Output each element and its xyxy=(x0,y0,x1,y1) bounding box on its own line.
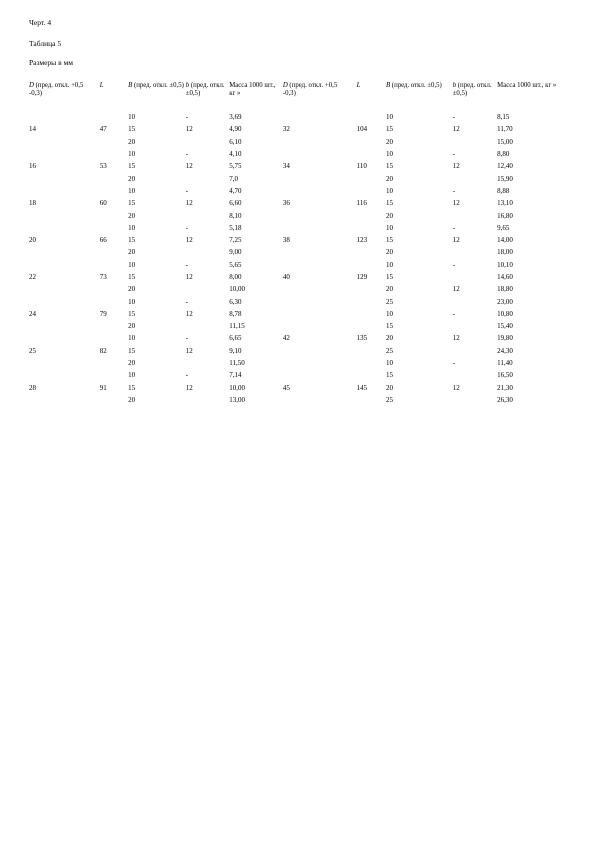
cell-l: 53 xyxy=(99,162,107,171)
cell-l xyxy=(99,172,127,184)
cell-b-width: 10 xyxy=(128,334,136,343)
cell-d-2 xyxy=(282,283,356,295)
table-row xyxy=(28,283,563,295)
table-row xyxy=(28,345,563,357)
cell-b-width-2: 25 xyxy=(385,346,393,355)
cell-mass: 6,10 xyxy=(229,137,242,146)
cell-b-width: 10 xyxy=(128,260,136,269)
table-label: Таблица 5 xyxy=(29,39,62,48)
cell-d: 25 xyxy=(29,346,36,355)
cell-d-2 xyxy=(282,172,356,184)
cell-b-small: - xyxy=(185,113,189,122)
table-row xyxy=(28,222,563,234)
cell-mass-2: 21,30 xyxy=(497,383,513,392)
cell-l xyxy=(99,320,127,332)
cell-b-small-2: 12 xyxy=(452,125,460,134)
cell-mass: 4,90 xyxy=(229,125,242,134)
cell-mass: 5,75 xyxy=(229,162,242,171)
cell-b-width: 15 xyxy=(128,162,136,171)
cell-mass: 11,15 xyxy=(229,322,245,331)
cell-b-small-2 xyxy=(452,209,496,221)
cell-d-2 xyxy=(282,369,356,381)
cell-l xyxy=(99,369,127,381)
table-row xyxy=(28,185,563,197)
table-row xyxy=(28,136,563,148)
cell-mass-2: 19,80 xyxy=(497,334,513,343)
cell-b-width-2: 20 xyxy=(385,285,393,294)
col-header-l: L xyxy=(99,82,104,89)
cell-b-width-2: 10 xyxy=(385,309,393,318)
cell-mass-2: 23,00 xyxy=(497,297,513,306)
cell-d: 18 xyxy=(29,199,36,208)
cell-mass-2: 26,30 xyxy=(497,395,513,404)
cell-b-small-2 xyxy=(452,246,496,258)
cell-b-width: 15 xyxy=(128,199,136,208)
cell-b-width-2: 25 xyxy=(385,395,393,404)
cell-l-2 xyxy=(356,283,385,295)
cell-l: 47 xyxy=(99,125,107,134)
cell-b-small: - xyxy=(185,371,189,380)
cell-l xyxy=(99,394,127,406)
cell-b-small-2: 12 xyxy=(452,285,460,294)
cell-b-small-2 xyxy=(452,394,496,406)
cell-d-2 xyxy=(282,136,356,148)
cell-l-2: 110 xyxy=(356,162,367,171)
col-header-b-small: b (пред. откл. ±0,5) xyxy=(185,82,225,97)
cell-b-width-2: 10 xyxy=(385,260,393,269)
cell-b-small xyxy=(185,172,228,184)
cell-b-small: - xyxy=(185,260,189,269)
cell-b-width: 10 xyxy=(128,186,136,195)
cell-l-2 xyxy=(356,369,385,381)
cell-l-2 xyxy=(356,308,385,320)
cell-b-width-2: 10 xyxy=(385,186,393,195)
cell-l xyxy=(99,185,127,197)
cell-b-width-2: 25 xyxy=(385,297,393,306)
cell-b-small: - xyxy=(185,334,189,343)
cell-d xyxy=(28,185,99,197)
cell-b-width: 10 xyxy=(128,113,136,122)
cell-d xyxy=(28,332,99,344)
cell-l-2 xyxy=(356,136,385,148)
cell-b-width-2: 15 xyxy=(385,322,393,331)
cell-mass: 6,30 xyxy=(229,297,242,306)
cell-b-small: - xyxy=(185,186,189,195)
cell-l-2: 116 xyxy=(356,199,367,208)
cell-b-small: - xyxy=(185,297,189,306)
cell-b-width-2: 15 xyxy=(385,371,393,380)
table-row xyxy=(28,148,563,160)
cell-mass: 6,65 xyxy=(229,334,242,343)
cell-d: 22 xyxy=(29,273,36,281)
cell-mass: 10,00 xyxy=(229,285,245,294)
cell-b-small xyxy=(185,246,228,258)
cell-b-small-2: - xyxy=(452,186,456,195)
table-row xyxy=(28,271,563,283)
cell-b-width: 15 xyxy=(128,346,136,355)
cell-b-width-2: 10 xyxy=(385,359,393,368)
cell-d-2: 32 xyxy=(282,125,290,134)
cell-d-2: 45 xyxy=(282,383,290,392)
cell-d xyxy=(28,295,99,307)
cell-l-2 xyxy=(356,148,385,160)
cell-d-2: 42 xyxy=(282,334,290,343)
cell-mass-2: 12,40 xyxy=(497,162,513,171)
cell-mass-2: 8,80 xyxy=(497,150,510,159)
cell-b-width-2: 20 xyxy=(385,174,393,183)
cell-l: 73 xyxy=(99,273,107,281)
cell-d xyxy=(28,111,99,123)
cell-b-small: 12 xyxy=(185,309,193,318)
cell-b-small xyxy=(185,136,228,148)
cell-l xyxy=(99,209,127,221)
col-header-mass: Масса 1000 шт., кг » xyxy=(229,82,276,97)
cell-b-width-2: 10 xyxy=(385,223,393,232)
cell-l-2 xyxy=(356,357,385,369)
cell-b-width: 10 xyxy=(128,223,136,232)
cell-mass: 7,25 xyxy=(229,236,242,245)
cell-b-width-2: 20 xyxy=(385,137,393,146)
cell-d xyxy=(28,246,99,258)
cell-l-2 xyxy=(356,295,385,307)
cell-b-width: 20 xyxy=(128,137,136,146)
table-header-row xyxy=(28,82,563,111)
cell-d-2 xyxy=(282,185,356,197)
cell-d-2 xyxy=(282,111,356,123)
cell-b-width-2: 20 xyxy=(385,383,393,392)
cell-b-small xyxy=(185,283,228,295)
cell-l xyxy=(99,357,127,369)
cell-l-2 xyxy=(356,185,385,197)
cell-d-2 xyxy=(282,320,356,332)
cell-d-2 xyxy=(282,295,356,307)
cell-b-small-2: - xyxy=(452,309,456,318)
col-header-d: D (пред. откл. +0,5 -0,3) xyxy=(29,82,84,97)
cell-mass-2: 15,00 xyxy=(497,137,513,146)
cell-l: 91 xyxy=(99,383,107,392)
cell-mass-2: 8,15 xyxy=(497,113,510,122)
cell-b-small: 12 xyxy=(185,273,193,281)
cell-mass: 4,10 xyxy=(229,150,242,159)
cell-l-2: 145 xyxy=(356,383,368,392)
cell-b-width-2: 15 xyxy=(385,273,393,281)
cell-l-2 xyxy=(356,345,385,357)
cell-d-2 xyxy=(282,259,356,271)
cell-mass: 11,50 xyxy=(229,359,245,368)
cell-b-small xyxy=(185,320,228,332)
table-row xyxy=(28,123,563,135)
dimensions-table xyxy=(28,82,563,406)
cell-b-width-2: 15 xyxy=(385,125,393,134)
cell-b-width-2: 15 xyxy=(385,199,393,208)
cell-mass: 9,00 xyxy=(229,248,242,257)
cell-b-small-2: - xyxy=(452,113,456,122)
cell-mass-2: 8,88 xyxy=(497,186,510,195)
cell-mass-2: 15,90 xyxy=(497,174,513,183)
cell-d: 16 xyxy=(29,162,36,171)
table-body xyxy=(28,111,563,406)
cell-l-2 xyxy=(356,222,385,234)
chart-label: Черт. 4 xyxy=(29,18,52,27)
cell-l xyxy=(99,111,127,123)
cell-l: 60 xyxy=(99,199,107,208)
cell-b-small-2: 12 xyxy=(452,162,460,171)
cell-mass: 10,00 xyxy=(229,383,245,392)
cell-l-2 xyxy=(356,394,385,406)
cell-b-small-2 xyxy=(452,369,496,381)
cell-mass-2: 14,60 xyxy=(497,273,513,281)
cell-b-small: 12 xyxy=(185,236,193,245)
cell-b-width-2: 10 xyxy=(385,150,393,159)
cell-l xyxy=(99,295,127,307)
cell-mass: 8,00 xyxy=(229,273,242,281)
cell-d-2: 34 xyxy=(282,162,290,171)
table-row xyxy=(28,320,563,332)
cell-b-small-2: - xyxy=(452,150,456,159)
cell-b-small: - xyxy=(185,150,189,159)
cell-l-2: 135 xyxy=(356,334,368,343)
cell-b-small: 12 xyxy=(185,162,193,171)
cell-b-small-2 xyxy=(452,345,496,357)
cell-b-width: 10 xyxy=(128,371,136,380)
cell-mass-2: 24,30 xyxy=(497,346,513,355)
cell-mass: 5,65 xyxy=(229,260,242,269)
cell-l xyxy=(99,283,127,295)
cell-mass-2: 18,00 xyxy=(497,248,513,257)
cell-b-width: 20 xyxy=(128,322,136,331)
cell-d xyxy=(28,369,99,381)
cell-b-width-2: 15 xyxy=(385,236,393,245)
table-row xyxy=(28,369,563,381)
col-header-mass-2: Масса 1000 шт., кг » xyxy=(497,82,557,89)
cell-l-2 xyxy=(356,320,385,332)
cell-d xyxy=(28,172,99,184)
cell-b-width: 20 xyxy=(128,359,136,368)
cell-b-width: 15 xyxy=(128,273,136,281)
cell-d xyxy=(28,136,99,148)
cell-mass: 8,78 xyxy=(229,309,242,318)
cell-l-2 xyxy=(356,209,385,221)
cell-mass: 7,14 xyxy=(229,371,242,380)
table-row xyxy=(28,172,563,184)
cell-b-width: 15 xyxy=(128,383,136,392)
cell-b-small-2 xyxy=(452,320,496,332)
cell-b-small: 12 xyxy=(185,125,193,134)
cell-b-width: 15 xyxy=(128,125,136,134)
cell-mass-2: 18,80 xyxy=(497,285,513,294)
cell-mass: 5,18 xyxy=(229,223,242,232)
cell-l-2 xyxy=(356,172,385,184)
cell-l: 82 xyxy=(99,346,107,355)
cell-b-small-2: - xyxy=(452,359,456,368)
cell-d-2 xyxy=(282,246,356,258)
cell-d-2 xyxy=(282,148,356,160)
cell-l xyxy=(99,136,127,148)
cell-d-2 xyxy=(282,209,356,221)
cell-d: 20 xyxy=(29,236,36,245)
cell-mass: 7,0 xyxy=(229,174,238,183)
cell-b-small-2: 12 xyxy=(452,236,460,245)
cell-b-small-2: - xyxy=(452,260,456,269)
cell-b-width: 15 xyxy=(128,309,136,318)
cell-b-width: 10 xyxy=(128,150,136,159)
cell-mass: 3,69 xyxy=(229,113,242,122)
cell-mass: 13,00 xyxy=(229,395,245,404)
cell-l-2 xyxy=(356,246,385,258)
cell-d xyxy=(28,259,99,271)
cell-b-small: 12 xyxy=(185,346,193,355)
cell-d-2: 38 xyxy=(282,236,290,245)
table-row xyxy=(28,382,563,394)
cell-d: 14 xyxy=(29,125,36,134)
col-header-d-2: D (пред. откл. +0,5 -0,3) xyxy=(282,82,338,97)
cell-l-2 xyxy=(356,111,385,123)
cell-l-2: 129 xyxy=(356,273,368,281)
cell-l-2: 104 xyxy=(356,125,368,134)
table-row xyxy=(28,197,563,209)
table-row xyxy=(28,234,563,246)
cell-b-small-2 xyxy=(452,136,496,148)
col-header-l-2: L xyxy=(356,82,361,89)
cell-b-width-2: 10 xyxy=(385,113,393,122)
table-row xyxy=(28,357,563,369)
cell-d-2 xyxy=(282,308,356,320)
cell-mass: 9,10 xyxy=(229,346,242,355)
cell-b-small: - xyxy=(185,223,189,232)
cell-d-2 xyxy=(282,345,356,357)
col-header-b-width-2: B (пред. откл. ±0,5) xyxy=(385,82,442,89)
cell-b-width: 20 xyxy=(128,395,136,404)
cell-mass: 6,60 xyxy=(229,199,242,208)
cell-l xyxy=(99,148,127,160)
cell-mass-2: 15,40 xyxy=(497,322,513,331)
cell-l xyxy=(99,259,127,271)
cell-l: 66 xyxy=(99,236,107,245)
col-header-b-small-2: b (пред. откл. ±0,5) xyxy=(452,82,492,97)
table-row xyxy=(28,111,563,123)
cell-d xyxy=(28,320,99,332)
cell-l-2 xyxy=(356,259,385,271)
cell-d: 24 xyxy=(29,309,36,318)
col-header-b-width: B (пред. откл. ±0,5) xyxy=(128,82,184,89)
cell-b-width: 20 xyxy=(128,285,136,294)
cell-b-small-2: - xyxy=(452,223,456,232)
cell-b-small: 12 xyxy=(185,199,193,208)
cell-d xyxy=(28,222,99,234)
cell-mass-2: 13,10 xyxy=(497,199,513,208)
cell-b-small-2: 12 xyxy=(452,199,460,208)
cell-d-2 xyxy=(282,394,356,406)
table-row xyxy=(28,394,563,406)
cell-mass-2: 16,80 xyxy=(497,211,513,220)
cell-d: 28 xyxy=(29,383,36,392)
cell-b-small-2 xyxy=(452,271,496,283)
cell-b-width: 20 xyxy=(128,211,136,220)
table-row xyxy=(28,246,563,258)
cell-l-2: 123 xyxy=(356,236,368,245)
table-row xyxy=(28,332,563,344)
cell-d-2: 40 xyxy=(282,273,290,281)
cell-d xyxy=(28,283,99,295)
cell-mass-2: 9,65 xyxy=(497,223,510,232)
cell-l xyxy=(99,332,127,344)
cell-d-2 xyxy=(282,357,356,369)
cell-b-width: 20 xyxy=(128,174,136,183)
cell-b-small-2 xyxy=(452,295,496,307)
cell-b-width-2: 20 xyxy=(385,334,393,343)
cell-mass-2: 11,70 xyxy=(497,125,513,134)
cell-b-small-2 xyxy=(452,172,496,184)
cell-b-width-2: 15 xyxy=(385,162,393,171)
cell-d xyxy=(28,148,99,160)
units-note: Размеры в мм xyxy=(29,58,74,67)
cell-b-width: 15 xyxy=(128,236,136,245)
cell-d xyxy=(28,357,99,369)
cell-mass: 8,10 xyxy=(229,211,242,220)
table-row xyxy=(28,209,563,221)
cell-b-small xyxy=(185,394,228,406)
cell-b-width: 20 xyxy=(128,248,136,257)
cell-mass-2: 11,40 xyxy=(497,359,513,368)
cell-b-small-2: 12 xyxy=(452,383,460,392)
cell-mass-2: 10,10 xyxy=(497,260,513,269)
cell-l xyxy=(99,246,127,258)
cell-mass-2: 10,80 xyxy=(497,309,513,318)
cell-l xyxy=(99,222,127,234)
cell-mass-2: 14,00 xyxy=(497,236,513,245)
table-row xyxy=(28,295,563,307)
cell-b-width: 10 xyxy=(128,297,136,306)
table-row xyxy=(28,308,563,320)
cell-b-small: 12 xyxy=(185,383,193,392)
cell-l: 79 xyxy=(99,309,107,318)
cell-b-width-2: 20 xyxy=(385,248,393,257)
cell-b-small-2: 12 xyxy=(452,334,460,343)
cell-d xyxy=(28,394,99,406)
table-row xyxy=(28,259,563,271)
cell-mass-2: 16,50 xyxy=(497,371,513,380)
cell-d-2 xyxy=(282,222,356,234)
cell-mass: 4,70 xyxy=(229,186,242,195)
cell-b-small xyxy=(185,209,228,221)
cell-d xyxy=(28,209,99,221)
cell-b-width-2: 20 xyxy=(385,211,393,220)
table-row xyxy=(28,160,563,172)
cell-b-small xyxy=(185,357,228,369)
cell-d-2: 36 xyxy=(282,199,290,208)
